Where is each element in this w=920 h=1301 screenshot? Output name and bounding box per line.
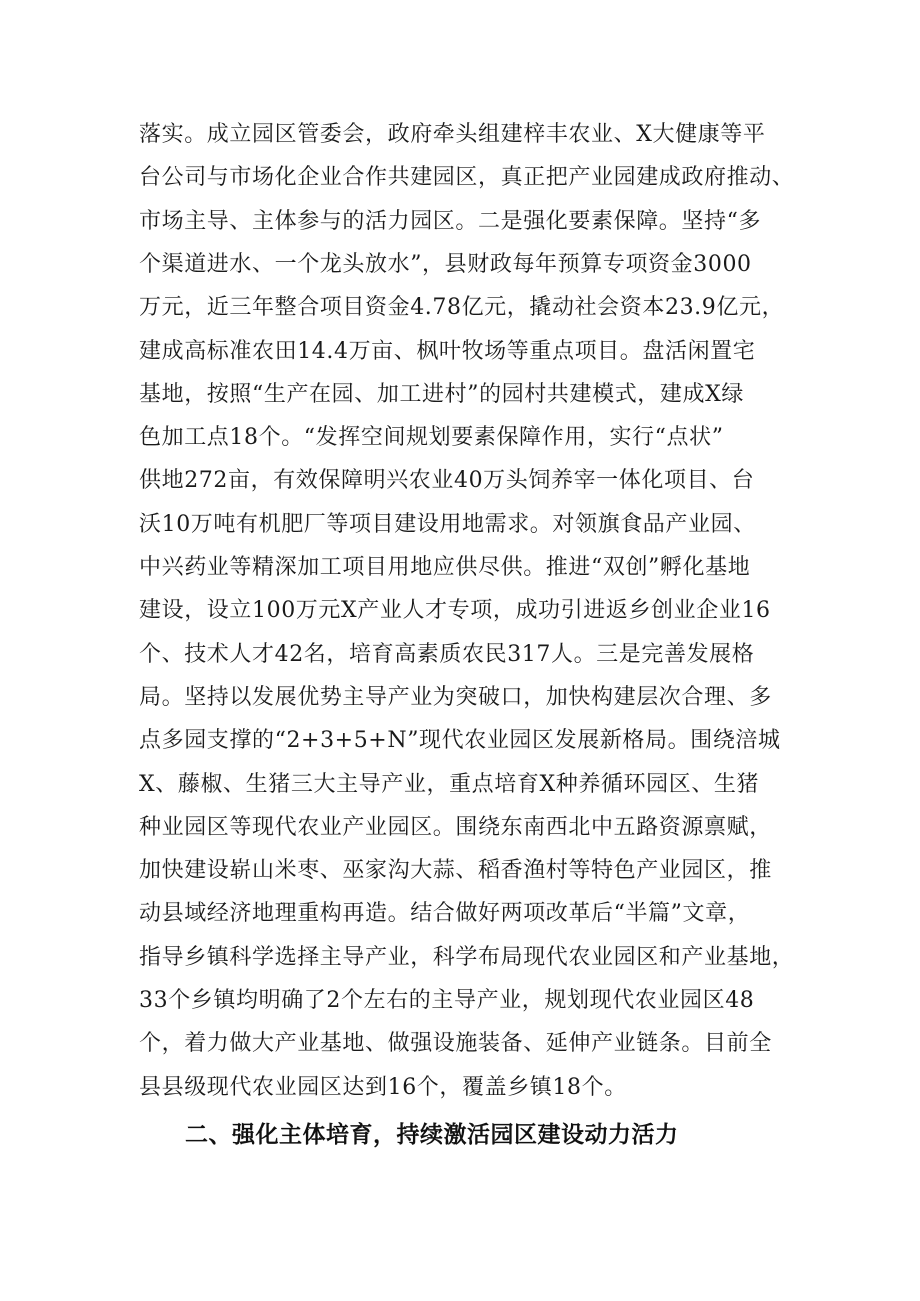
text-line: 供地272亩，有效保障明兴农业40万头饲养宰一体化项目、台 <box>139 468 755 493</box>
text-line: 基地，按照“生产在园、加工进村”的园村共建模式，建成X绿 <box>139 382 744 407</box>
text-line: 个，着力做大产业基地、做强设施装备、延伸产业链条。目前全 <box>139 1031 772 1056</box>
text-line: 建成高标准农田14.4万亩、枫叶牧场等重点项目。盘活闲置宅 <box>139 339 756 364</box>
text-line: 局。坚持以发展优势主导产业为突破口，加快构建层次合理、多 <box>139 685 772 710</box>
text-line: 色加工点18个。“发挥空间规划要素保障作用，实行“点状” <box>139 425 724 450</box>
text-line: 个渠道进水、一个龙头放水”，县财政每年预算专项资金3000 <box>139 252 752 277</box>
text-line: 建设，设立100万元X产业人才专项，成功引进返乡创业企业16 <box>139 598 771 623</box>
text-line: X、藤椒、生猪三大主导产业，重点培育X种养循环园区、生猪 <box>139 772 760 797</box>
text-line: 加快建设崭山米枣、巫家沟大蒜、稻香渔村等特色产业园区，推 <box>139 858 772 883</box>
text-line: 台公司与市场化企业合作共建园区，真正把产业园建成政府推动、 <box>139 165 795 190</box>
text-line: 县县级现代农业园区达到16个，覆盖乡镇18个。 <box>139 1075 627 1100</box>
text-line: 33个乡镇均明确了2个左右的主导产业，规划现代农业园区48 <box>139 988 755 1013</box>
text-line: 点多园支撑的“2+3+5+N”现代农业园区发展新格局。围绕涪城 <box>139 728 781 753</box>
section-heading: 二、强化主体培育，持续激活园区建设动力活力 <box>185 1122 679 1148</box>
text-line: 个、技术人才42名，培育高素质农民317人。三是完善发展格 <box>139 642 755 667</box>
text-line: 中兴药业等精深加工项目用地应供尽供。推进“双创”孵化基地 <box>139 555 751 580</box>
text-line: 指导乡镇科学选择主导产业，科学布局现代农业园区和产业基地， <box>139 945 795 970</box>
text-line: 种业园区等现代农业产业园区。围绕东南西北中五路资源禀赋， <box>139 815 772 840</box>
text-line: 市场主导、主体参与的活力园区。二是强化要素保障。坚持“多 <box>139 209 762 234</box>
text-line: 万元，近三年整合项目资金4.78亿元，撬动社会资本23.9亿元， <box>139 295 785 320</box>
text-line: 落实。成立园区管委会，政府牵头组建梓丰农业、X大健康等平 <box>139 122 766 147</box>
text-line: 沃10万吨有机肥厂等项目建设用地需求。对领旗食品产业园、 <box>139 512 756 537</box>
text-line: 动县域经济地理重构再造。结合做好两项改革后“半篇”文章， <box>139 901 751 926</box>
